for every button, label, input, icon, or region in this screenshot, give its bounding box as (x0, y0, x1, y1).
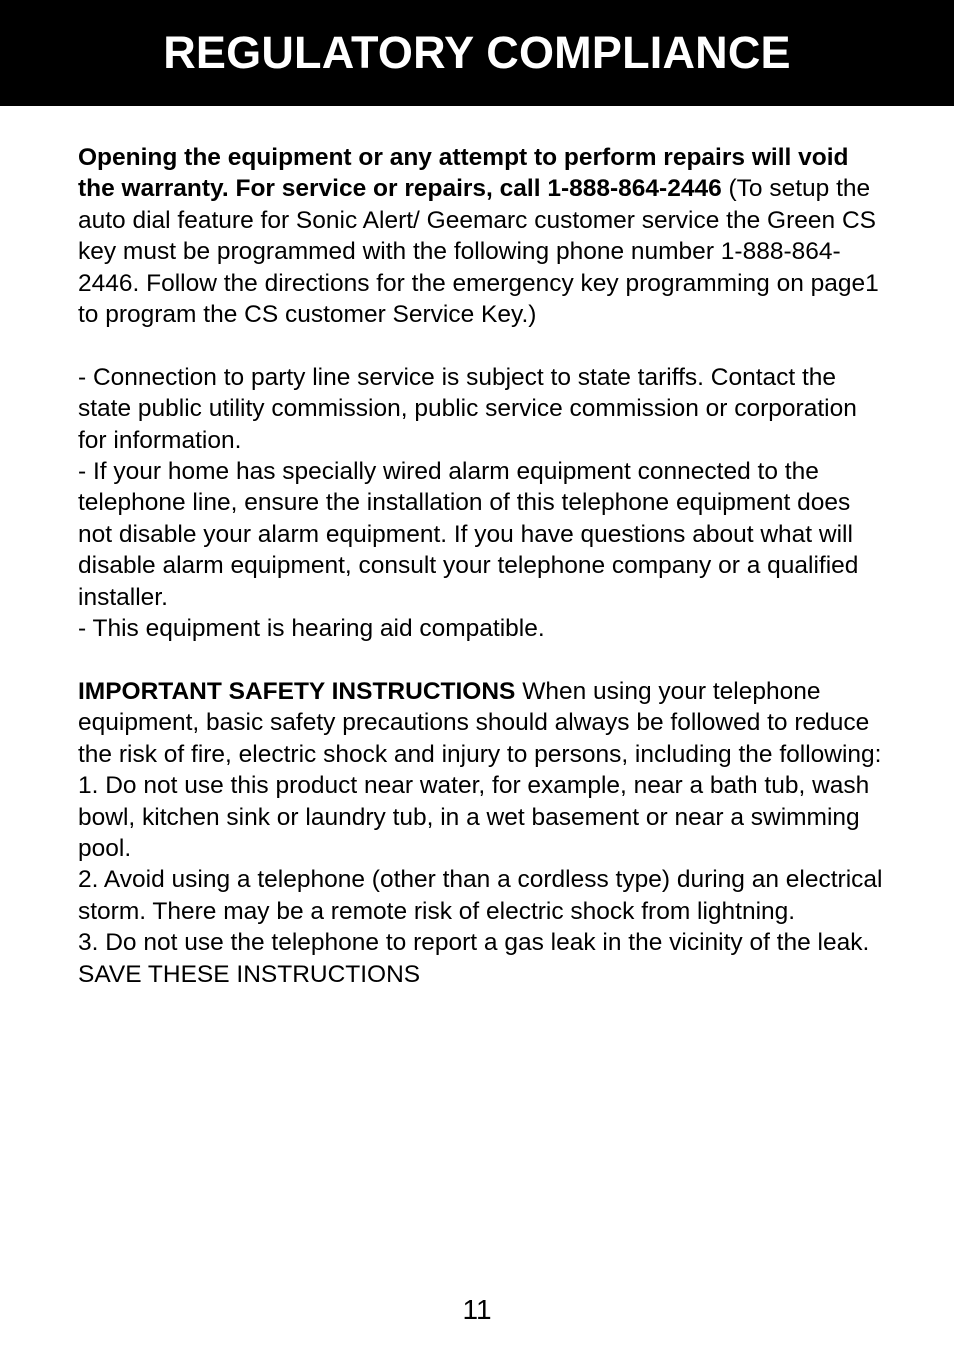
header-bar (0, 0, 954, 106)
paragraph-spacer (78, 330, 888, 361)
note-alarm-equipment: - If your home has specially wired alarm equipment connected to the telephone line, ensure the installation of this telephone equipment does not disable your alarm equipment. If you have questions about what will disable alarm equipment, consult your telephone company or a qualified installer. (78, 458, 859, 611)
warranty-paragraph (78, 142, 888, 330)
document-body (78, 142, 888, 990)
warranty-warning: Opening the equipment or any attempt to perform repairs will void the warranty. For service or repairs, call 1-888-864-2446 (78, 144, 849, 203)
note-party-line: - Connection to party line service is subject to state tariffs. Contact the state public utility commission, public service commission or corporation for information. (78, 363, 857, 454)
page-number: 11 (462, 1294, 492, 1325)
paragraph-spacer (78, 644, 888, 675)
safety-heading: IMPORTANT SAFETY INSTRUCTIONS (78, 677, 516, 705)
note-hearing-aid: - This equipment is hearing aid compatible. (78, 615, 545, 643)
autodial-instructions: (To setup the auto dial feature for Sonic Alert/ Geemarc customer service the Green CS key must be programmed with the following phone number 1-888-864-2446. Follow the directions for the emergency key programming on page1 to program the CS customer Service Key.) (78, 175, 879, 329)
safety-intro-paragraph (78, 676, 888, 770)
safety-item-gas-leak: 3. Do not use the telephone to report a gas leak in the vicinity of the leak. SAVE THESE INSTRUCTIONS (78, 929, 870, 988)
safety-item-storm: 2. Avoid using a telephone (other than a cordless type) during an electrical storm. There may be a remote risk of electric shock from lightning. (78, 866, 883, 925)
page-title: REGULATORY COMPLIANCE (163, 27, 791, 78)
safety-item-water: 1. Do not use this product near water, for example, near a bath tub, wash bowl, kitchen sink or laundry tub, in a wet basement or near a swimming pool. (78, 772, 870, 862)
safety-intro: When using your telephone equipment, basic safety precautions should always be followed to reduce the risk of fire, electric shock and injury to persons, including the following: (78, 677, 882, 768)
